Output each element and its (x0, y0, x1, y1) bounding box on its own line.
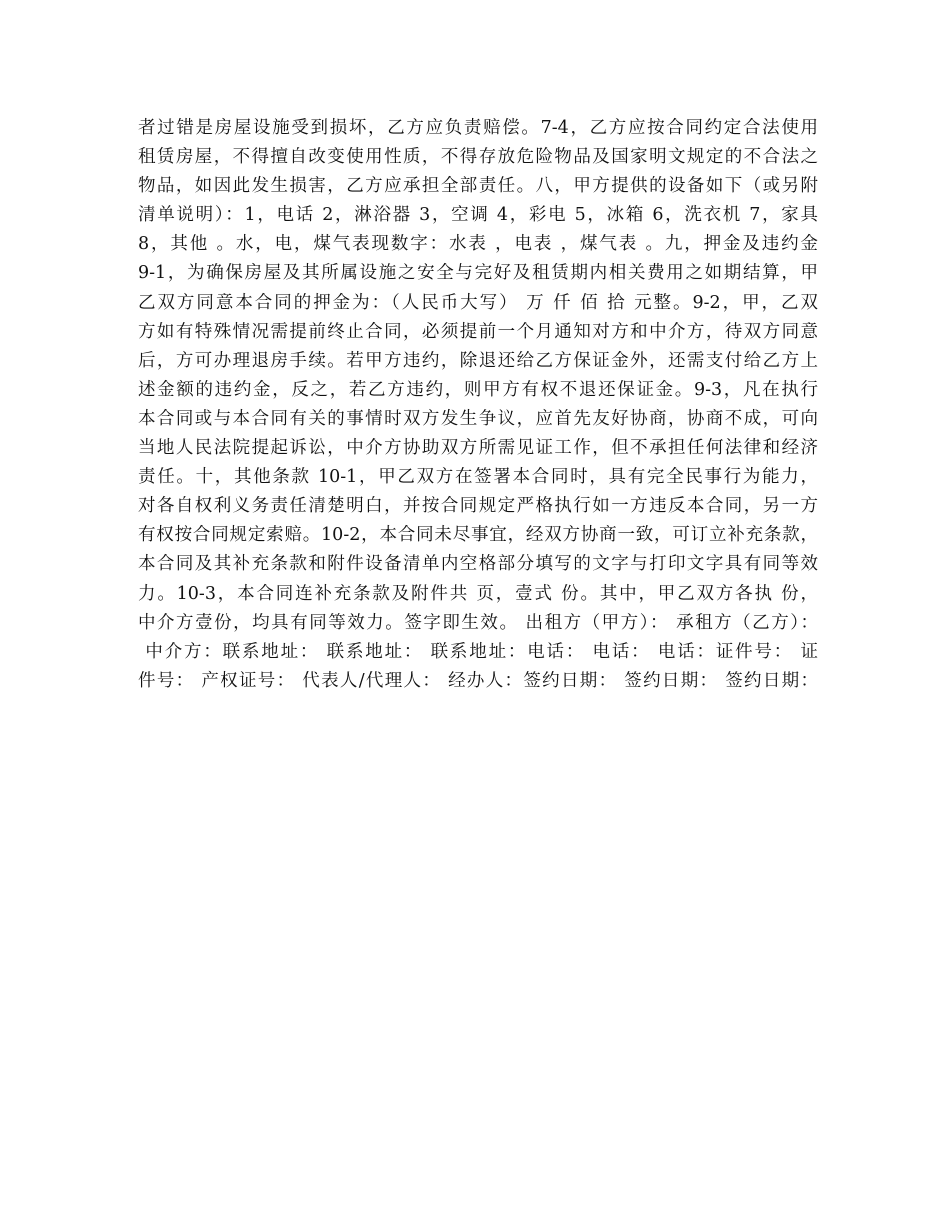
text-line: 有权按合同规定索赔。10-2，本合同未尽事宜，经双方协商一致，可订立补充条款， (138, 525, 818, 546)
text-line: 件号： 产权证号： 代表人/代理人： 经办人：签约日期： 签约日期： 签约日期： (138, 670, 818, 691)
text-line: 清单说明）：1，电话 2，淋浴器 3，空调 4，彩电 5，冰箱 6，洗衣机 7，家具 (138, 205, 819, 226)
text-line: 对各自权利义务责任清楚明白，并按合同规定严格执行如一方违反本合同，另一方 (138, 496, 818, 517)
text-line: 9-1，为确保房屋及其所属设施之安全与完好及租赁期内相关费用之如期结算，甲 (138, 263, 818, 284)
text-line: 本合同或与本合同有关的事情时双方发生争议，应首先友好协商，协商不成，可向 (138, 408, 818, 429)
text-line: 当地人民法院提起诉讼，中介方协助双方所需见证工作，但不承担任何法律和经济 (138, 438, 818, 459)
text-line: 本合同及其补充条款和附件设备清单内空格部分填写的文字与打印文字具有同等效 (138, 554, 818, 575)
text-line: 者过错是房屋设施受到损坏，乙方应负责赔偿。7-4，乙方应按合同约定合法使用 (138, 118, 818, 138)
text-line: 租赁房屋，不得擅自改变使用性质，不得存放危险物品及国家明文规定的不合法之 (138, 147, 818, 168)
text-line: 8，其他 。水，电，煤气表现数字：水表 ，电表 ，煤气表 。九，押金及违约金 (138, 234, 818, 255)
contract-body-text (138, 114, 818, 696)
text-line: 述金额的违约金，反之，若乙方违约，则甲方有权不退还保证金。9-3，凡在执行 (138, 379, 818, 400)
text-line: 中介方壹份，均具有同等效力。签字即生效。 出租方（甲方）： 承租方（乙方）： (138, 612, 818, 633)
text-line: 方如有特殊情况需提前终止合同，必须提前一个月通知对方和中介方，待双方同意 (138, 321, 818, 342)
text-line: 责任。十，其他条款 10-1，甲乙双方在签署本合同时，具有完全民事行为能力， (138, 467, 818, 488)
text-line: 后，方可办理退房手续。若甲方违约，除退还给乙方保证金外，还需支付给乙方上 (138, 350, 818, 371)
text-line: 物品，如因此发生损害，乙方应承担全部责任。八，甲方提供的设备如下（或另附 (138, 176, 818, 197)
text-line: 力。10-3，本合同连补充条款及附件共 页，壹式 份。其中，甲乙双方各执 份， (138, 583, 818, 604)
text-line: 乙双方同意本合同的押金为：（人民币大写） 万 仟 佰 拾 元整。9-2，甲，乙双 (138, 292, 818, 313)
text-line: 中介方：联系地址： 联系地址： 联系地址：电话： 电话： 电话：证件号： 证 (138, 641, 818, 662)
